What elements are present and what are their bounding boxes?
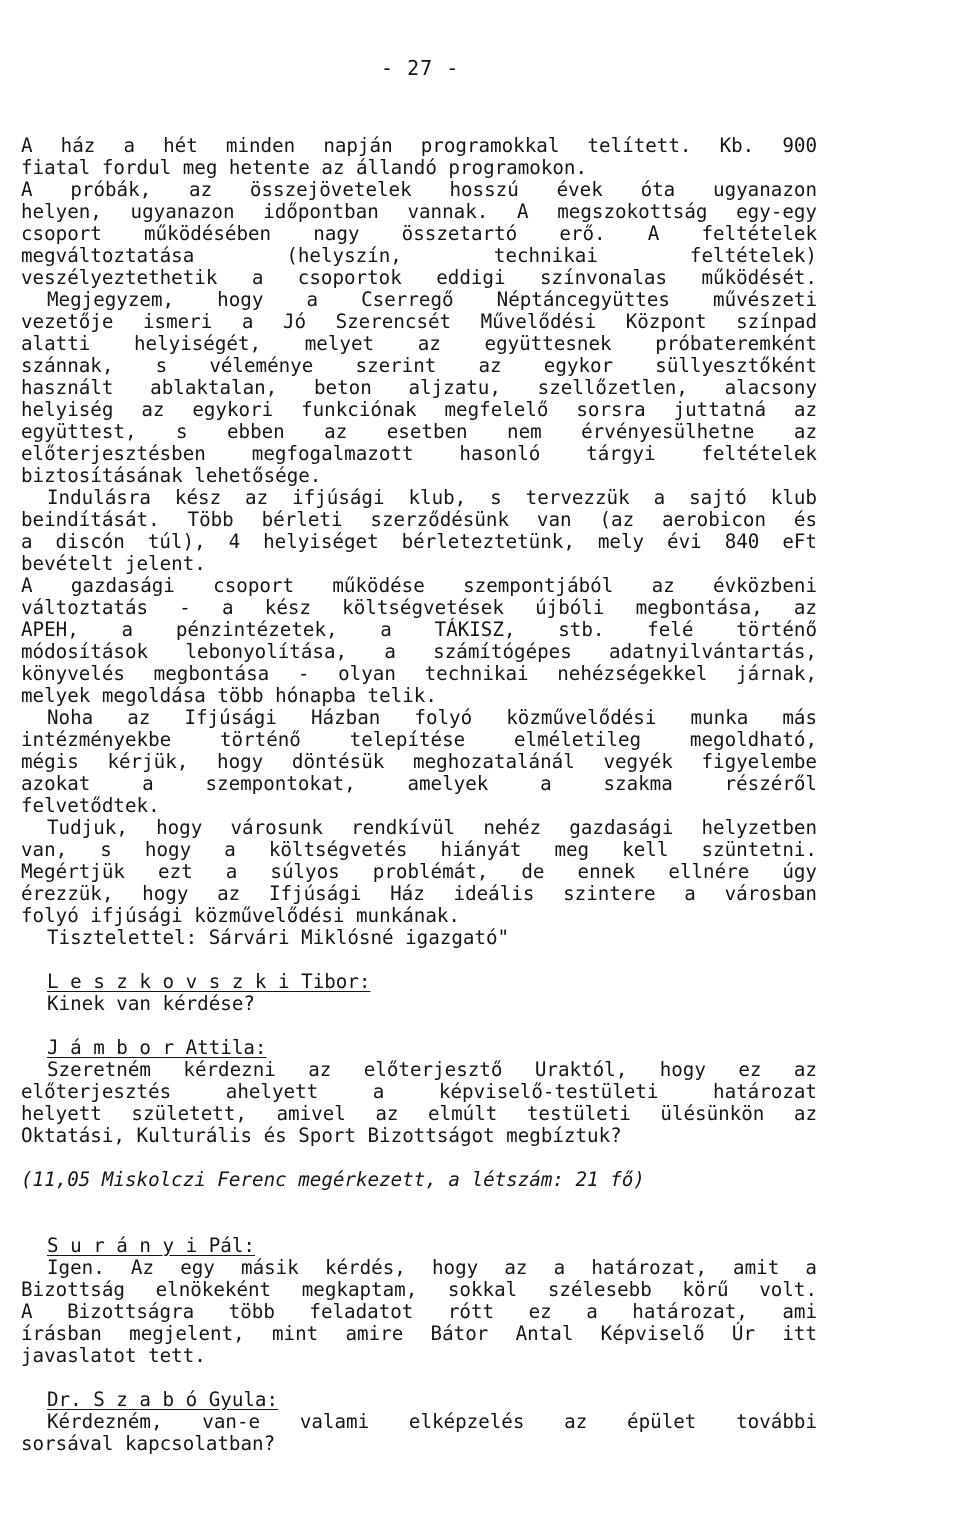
text-line: Noha az Ifjúsági Házban folyó közművelődési munka más [47,706,817,729]
speaker-name [21,1037,817,1059]
text-line: helyen, ugyanazon időpontban vannak. A megszokottság egy-egy [21,200,817,223]
text-line: csoport működésében nagy összetartó erő. A feltételek [21,222,817,245]
text-line: biztosításának lehetősége. [21,464,322,487]
speaker-name [21,1389,817,1411]
text-line: Megértjük ezt a súlyos problémát, de ennek ellnére úgy [21,860,817,883]
text-line: helyiség az egykori funkciónak megfelelő sorsra juttatná az [21,398,817,421]
text-line: írásban megjelent, mint amire Bátor Antal Képviselő Úr itt [21,1322,817,1345]
text-line: könyvelés megbontása - olyan technikai nehézségekkel járnak, [21,662,817,685]
spacer [21,1191,817,1213]
text-line: veszélyeztethetik a csoportok eddigi színvonalas működését. [21,266,817,289]
text-line: szánnak, s véleménye szerint az egykor süllyesztőként [21,354,817,377]
text-line: A próbák, az összejövetelek hosszú évek óta ugyanazon [21,178,817,201]
document-body [21,135,817,1455]
text-line: sorsával kapcsolatban? [21,1432,276,1455]
paragraph [21,707,817,817]
paragraph [21,817,817,927]
spacer [21,1147,817,1169]
text-line: megváltoztatása (helyszín, technikai feltételek) [21,244,817,267]
procedural-note: (11,05 Miskolczi Ferenc megérkezett, a létszám: 21 fő) [21,1168,645,1191]
text-line: használt ablaktalan, beton aljzatu, szellőzetlen, alacsony [21,376,817,399]
text-line: Kinek van kérdése? [47,992,255,1015]
speaker-name [21,971,817,993]
speaker-label: J á m b o r Attila: [47,1036,267,1059]
text-line: együttest, s ebben az esetben nem érvényesülhetne az [21,420,817,443]
speech-block [21,1037,817,1147]
text-line: melyek megoldása több hónapba telik. [21,684,437,707]
text-line: mégis kérjük, hogy döntésük meghozatalánál vegyék figyelembe [21,750,817,773]
text-line: A Bizottságra több feladatot rótt ez a határozat, ami [21,1300,817,1323]
text-line: A ház a hét minden napján programokkal telített. Kb. 900 [21,134,817,157]
paragraph [21,135,817,289]
paragraph [21,575,817,707]
text-line: folyó ifjúsági közművelődési munkának. [21,904,460,927]
spacer [21,949,817,971]
text-line: APEH, a pénzintézetek, a TÁKISZ, stb. felé történő [21,618,817,641]
text-line: alatti helyiségét, melyet az együttesnek próbateremként [21,332,817,355]
text-line: helyett született, amivel az elmúlt testületi ülésünkön az [21,1102,817,1125]
paragraph [21,289,817,487]
text-line: Oktatási, Kulturális és Sport Bizottságot megbíztuk? [21,1124,622,1147]
text-line: Tisztelettel: Sárvári Miklósné igazgató" [47,926,510,949]
text-line: intézményekbe történő telepítése elméletileg megoldható, [21,728,817,751]
spacer [21,1015,817,1037]
spacer [21,1367,817,1389]
page-number: - 27 - [381,56,460,80]
speaker-name [21,1235,817,1257]
text-line: Kérdezném, van-e valami elképzelés az épület további [47,1410,817,1433]
text-line: A gazdasági csoport működése szempontjából az évközbeni [21,574,817,597]
text-line: módosítások lebonyolítása, a számítógépes adatnyilvántartás, [21,640,817,663]
paragraph [21,487,817,575]
text-line: Tudjuk, hogy városunk rendkívül nehéz gazdasági helyzetben [47,816,817,839]
text-line: Igen. Az egy másik kérdés, hogy az a határozat, amit a [47,1256,817,1279]
text-line: beindítását. Több bérleti szerződésünk van (az aerobicon és [21,508,817,531]
text-line: javaslatot tett. [21,1344,206,1367]
text-line: Szeretném kérdezni az előterjesztő Uraktól, hogy ez az [47,1058,817,1081]
text-line: Indulásra kész az ifjúsági klub, s tervezzük a sajtó klub [47,486,817,509]
text-line: érezzük, hogy az Ifjúsági Ház ideális szintere a városban [21,882,817,905]
text-line: felvetődtek. [21,794,160,817]
speech-block [21,1235,817,1367]
spacer [21,1213,817,1235]
text-line: előterjesztés ahelyett a képviselő-testületi határozat [21,1080,817,1103]
text-line: változtatás - a kész költségvetések újbóli megbontása, az [21,596,817,619]
text-line: fiatal fordul meg hetente az állandó programokon. [21,156,588,179]
speech-block [21,1389,817,1455]
text-line: Bizottság elnökeként megkaptam, sokkal szélesebb körű volt. [21,1278,817,1301]
speech-block [21,971,817,1015]
signature [21,927,817,949]
text-line: azokat a szempontokat, amelyek a szakma részéről [21,772,817,795]
text-line: bevételt jelent. [21,552,206,575]
text-line: előterjesztésben megfogalmazott hasonló tárgyi feltételek [21,442,817,465]
text-line: vezetője ismeri a Jó Szerencsét Művelődési Központ színpad [21,310,817,333]
text-line: Megjegyzem, hogy a Cserregő Néptáncegyüttes művészeti [47,288,817,311]
speaker-label: S u r á n y i Pál: [47,1234,255,1257]
text-line: van, s hogy a költségvetés hiányát meg kell szüntetni. [21,838,817,861]
speaker-label: L e s z k o v s z k i Tibor: [47,970,371,993]
text-line: a discón túl), 4 helyiséget bérleteztetünk, mely évi 840 eFt [21,530,817,553]
speaker-label: Dr. S z a b ó Gyula: [47,1388,279,1411]
